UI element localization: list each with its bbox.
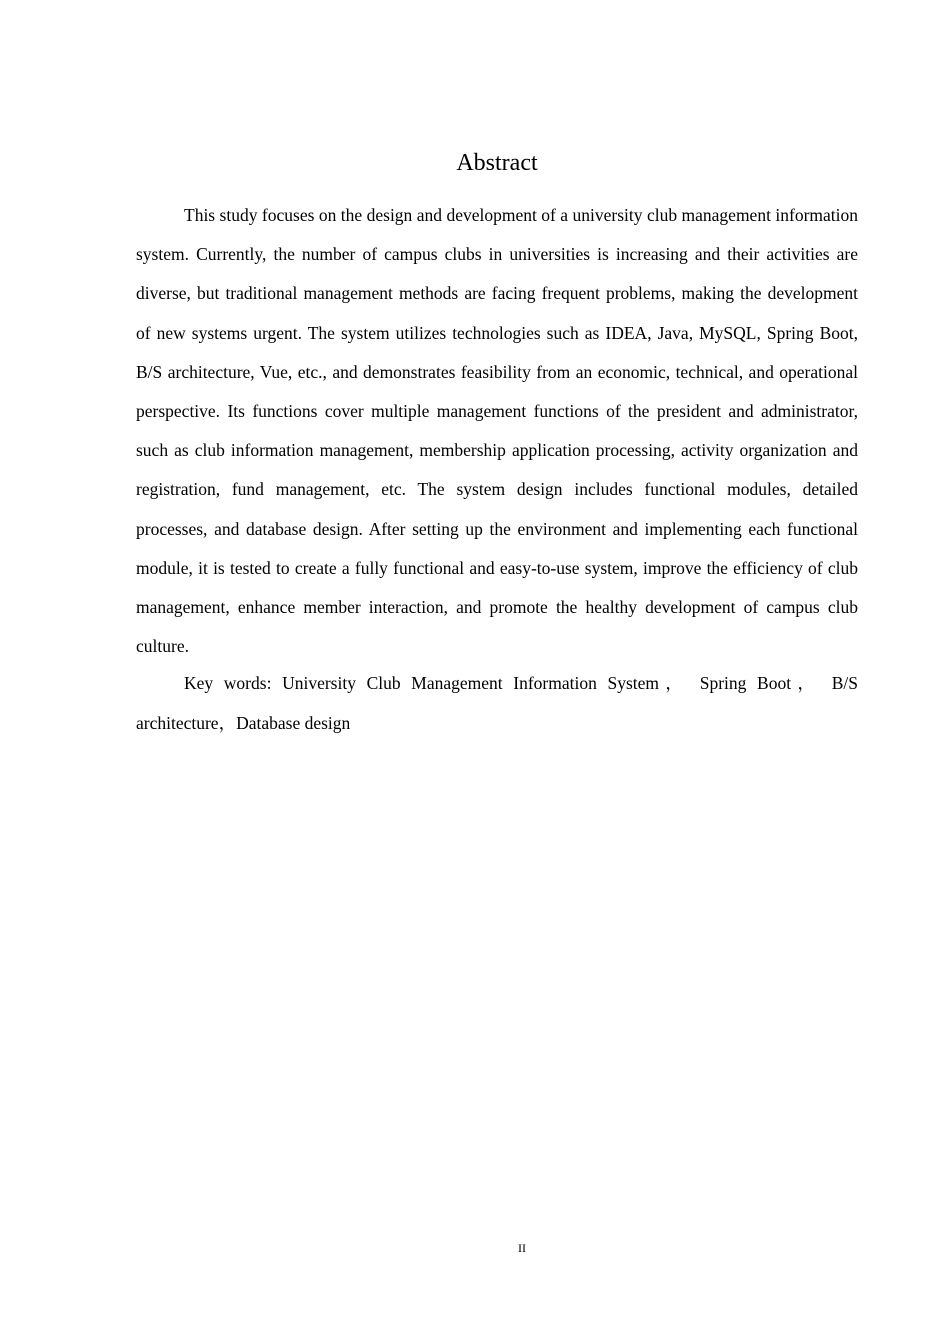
abstract-paragraph: This study focuses on the design and development of a university club management information system. Currently, the number of campus clubs in universities is increasing and their activities are diverse, but traditional management methods are facing frequent problems, making the development of new systems urgent. The system utilizes technologies such as IDEA, Java, MySQL, Spring Boot, B/S architecture, Vue, etc., and demonstrates feasibility from an economic, technical, and operational perspective. Its functions cover multiple management functions of the president and administrator, such as club information management, membership application processing, activity organization and registration, fund management, etc. The system design includes functional modules, detailed processes, and database design. After setting up the environment and implementing each functional module, it is tested to create a fully functional and easy-to-use system, improve the efficiency of club management, enhance member interaction, and promote the healthy development of campus club culture. <box>136 205 858 657</box>
abstract-heading: Abstract <box>456 150 538 176</box>
keywords-paragraph: Key words: University Club Management Information System， Spring Boot， B/S architecture，Database design <box>136 673 858 733</box>
page-number: II <box>518 1241 526 1255</box>
abstract-body <box>136 196 858 743</box>
